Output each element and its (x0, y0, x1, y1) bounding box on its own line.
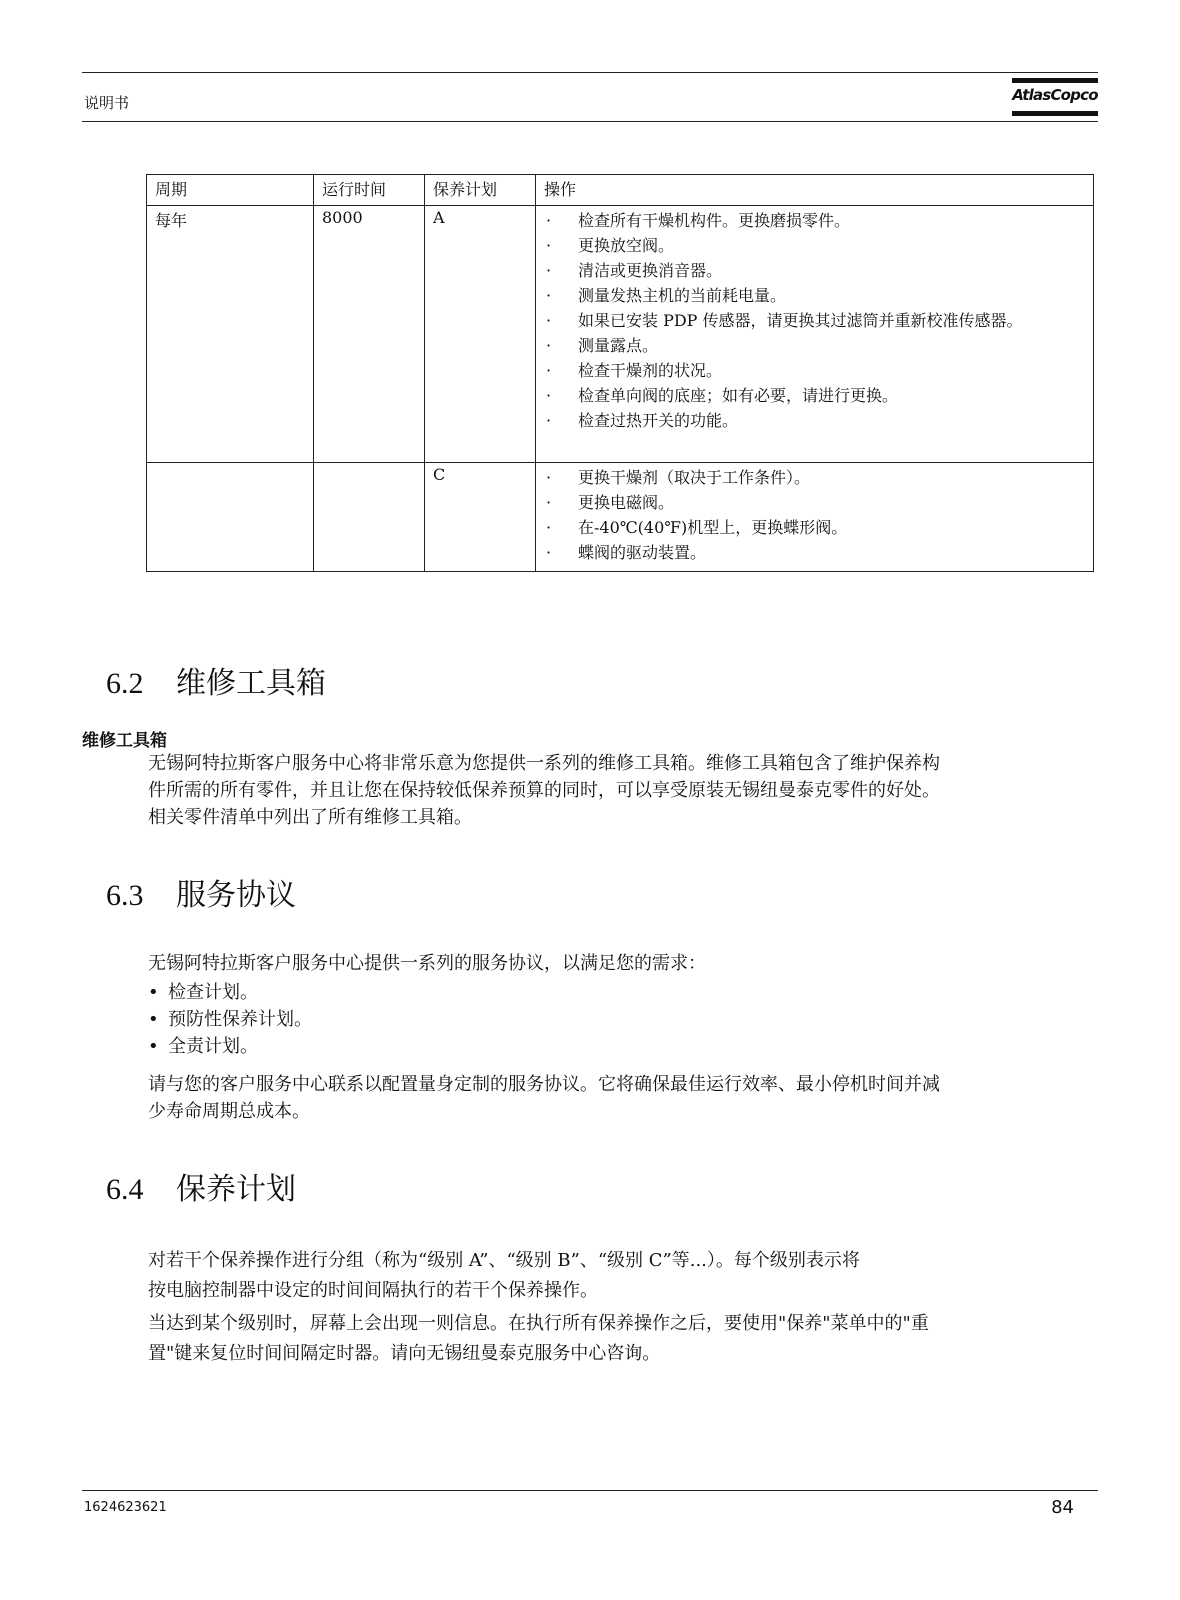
column-header-plan: 保养计划 (425, 175, 536, 206)
cell-operations (536, 463, 1094, 572)
section-heading-6-2 (106, 658, 326, 702)
header-top-rule (82, 72, 1098, 73)
list-item: • 预防性保养计划。 (148, 1006, 312, 1033)
header-bottom-rule (82, 121, 1098, 122)
paragraph-line: 少寿命周期总成本。 (148, 1101, 310, 1122)
list-item: · 检查单向阀的底座；如有必要，请进行更换。 (544, 383, 1085, 408)
column-header-period: 周期 (147, 175, 314, 206)
maintenance-table (146, 174, 1094, 572)
paragraph-service-kits (148, 750, 1088, 831)
paragraph-line: 对若干个保养操作进行分组（称为“级别 A”、“级别 B”、“级别 C”等...）。每个级别表示将 (148, 1250, 860, 1271)
list-item: · 检查所有干燥机构件。更换磨损零件。 (544, 208, 1085, 233)
list-item: · 测量发热主机的当前耗电量。 (544, 283, 1085, 308)
list-item: • 检查计划。 (148, 979, 312, 1006)
paragraph-line: 无锡阿特拉斯客户服务中心将非常乐意为您提供一系列的维修工具箱。维修工具箱包含了维护保养构 (148, 753, 940, 774)
page-number: 84 (1051, 1497, 1074, 1518)
footer-rule (82, 1490, 1098, 1491)
cell-plan: A (425, 206, 536, 463)
list-item: · 检查过热开关的功能。 (544, 408, 1085, 433)
table-row (147, 206, 1094, 463)
list-item: • 全责计划。 (148, 1033, 312, 1060)
section-number: 6.3 (106, 879, 144, 912)
logo-bar-top (1012, 78, 1098, 83)
paragraph-line: 相关零件清单中列出了所有维修工具箱。 (148, 807, 472, 828)
cell-period: 每年 (147, 206, 314, 463)
paragraph-service-plan-levels (148, 1246, 1088, 1306)
cell-plan: C (425, 463, 536, 572)
list-item: · 清洁或更换消音器。 (544, 258, 1085, 283)
section-title: 保养计划 (176, 1172, 296, 1207)
table-row (147, 463, 1094, 572)
cell-hours (314, 463, 425, 572)
cell-operations (536, 206, 1094, 463)
column-header-hours: 运行时间 (314, 175, 425, 206)
section-subheading: 维修工具箱 (82, 731, 167, 751)
table-header-row (147, 175, 1094, 206)
section-number: 6.2 (106, 667, 144, 700)
paragraph-line: 按电脑控制器中设定的时间间隔执行的若干个保养操作。 (148, 1280, 598, 1301)
cell-hours: 8000 (314, 206, 425, 463)
header-title: 说明书 (84, 94, 130, 112)
operations-list (544, 208, 1085, 433)
paragraph-intro: 无锡阿特拉斯客户服务中心提供一系列的服务协议，以满足您的需求： (148, 953, 706, 974)
section-title: 维修工具箱 (176, 666, 326, 701)
cell-period (147, 463, 314, 572)
list-item: · 更换放空阀。 (544, 233, 1085, 258)
section-title: 服务协议 (176, 878, 296, 913)
list-item: · 蝶阀的驱动装置。 (544, 540, 1085, 565)
column-header-operations: 操作 (536, 175, 1094, 206)
section-number: 6.4 (106, 1173, 144, 1206)
list-item: · 更换电磁阀。 (544, 490, 1085, 515)
paragraph-service-plan-reset (148, 1309, 1088, 1369)
operations-list (544, 465, 1085, 565)
paragraph-line: 件所需的所有零件，并且让您在保持较低保养预算的同时，可以享受原装无锡纽曼泰克零件的好处。 (148, 780, 940, 801)
list-item: · 检查干燥剂的状况。 (544, 358, 1085, 383)
list-item: · 更换干燥剂（取决于工作条件）。 (544, 465, 1085, 490)
atlas-copco-logo (1012, 78, 1098, 118)
section-heading-6-3 (106, 870, 296, 914)
paragraph-line: 请与您的客户服务中心联系以配置量身定制的服务协议。它将确保最佳运行效率、最小停机时间并减 (148, 1074, 940, 1095)
logo-bar-bottom (1012, 111, 1098, 116)
list-item: · 在-40℃(40℉)机型上，更换蝶形阀。 (544, 515, 1085, 540)
paragraph-service-agreement (148, 1071, 1088, 1125)
logo-text: AtlasCopco (1012, 86, 1098, 104)
section-heading-6-4 (106, 1164, 296, 1208)
service-plan-list (148, 979, 312, 1060)
document-id: 1624623621 (84, 1500, 167, 1515)
paragraph-line: 当达到某个级别时，屏幕上会出现一则信息。在执行所有保养操作之后，要使用"保养"菜单中的"重 (148, 1313, 929, 1334)
paragraph-line: 置"键来复位时间间隔定时器。请向无锡纽曼泰克服务中心咨询。 (148, 1343, 661, 1364)
list-item: · 如果已安装 PDP 传感器，请更换其过滤筒并重新校准传感器。 (544, 308, 1085, 333)
list-item: · 测量露点。 (544, 333, 1085, 358)
